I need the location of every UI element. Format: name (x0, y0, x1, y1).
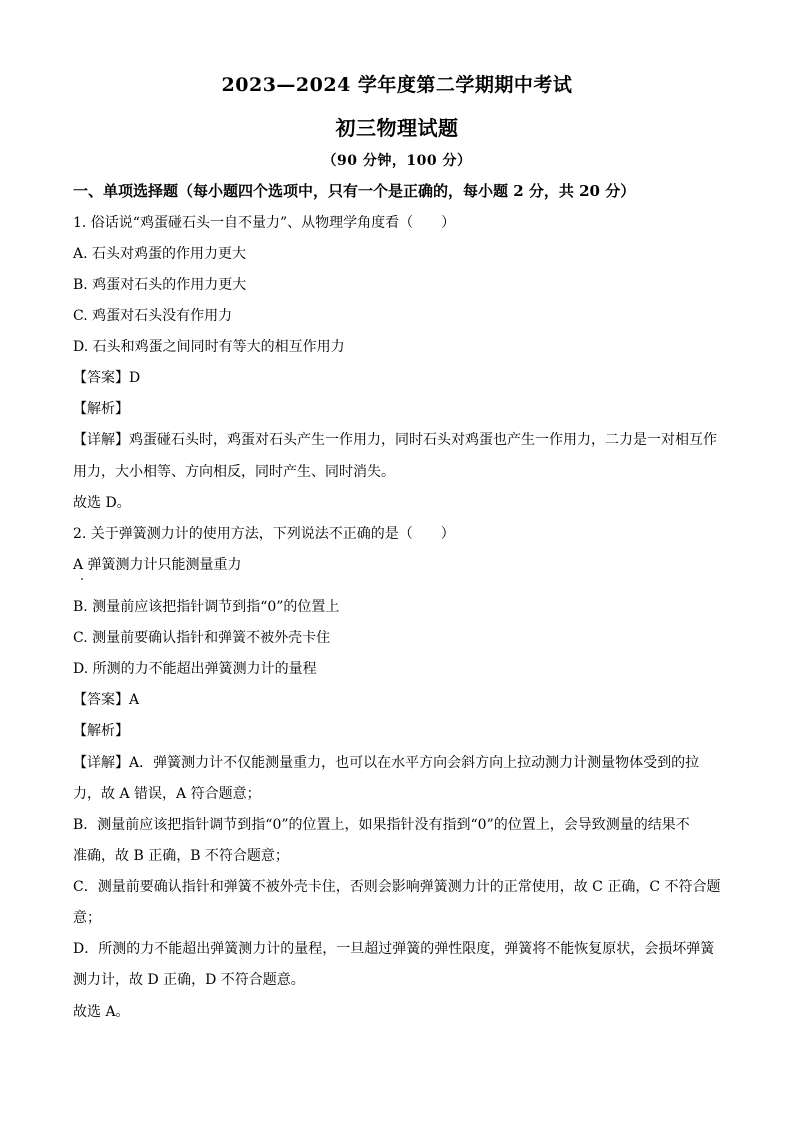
question-1-option-a: A. 石头对鸡蛋的作用力更大 (73, 246, 247, 262)
question-2-analysis-label: 【解析】 (73, 723, 129, 739)
section-heading: 一、单项选择题（每小题四个选项中，只有一个是正确的，每小题 2 分，共 20 分） (73, 182, 636, 200)
question-1-stem: 1. 俗话说“鸡蛋碰石头一自不量力”、从物理学角度看（ ） (73, 215, 456, 231)
question-1-conclusion: 故选 D。 (73, 495, 131, 511)
question-2-answer: 【答案】A (73, 692, 140, 708)
question-1-answer: 【答案】D (73, 370, 141, 386)
question-2-detail-line: D．所测的力不能超出弹簧测力计的量程，一旦超过弹簧的弹性限度，弹簧将不能恢复原状，会损坏弹簧 (73, 941, 715, 957)
question-2-detail-line: C．测量前要确认指针和弹簧不被外壳卡住，否则会影响弹簧测力计的正常使用，故 C 正确，C 不符合题 (73, 879, 721, 895)
question-1-option-b: B. 鸡蛋对石头的作用力更大 (73, 277, 247, 293)
exam-info: （90 分钟，100 分） (322, 153, 472, 169)
question-1-detail-line: 【详解】鸡蛋碰石头时，鸡蛋对石头产生一作用力，同时石头对鸡蛋也产生一作用力，二力是一对相互作 (73, 432, 717, 448)
question-2-detail-line: 力，故 A 错误，A 符合题意； (73, 786, 261, 802)
question-1-option-d: D. 石头和鸡蛋之间同时有等大的相互作用力 (73, 339, 345, 355)
question-2-conclusion: 故选 A。 (73, 1004, 130, 1020)
exam-title: 2023—2024 学年度第二学期期中考试 (221, 74, 573, 96)
question-2-option-a: A 弹簧测力计只能测量重力 (73, 557, 242, 573)
question-2-detail-line: 意； (73, 910, 101, 926)
question-1-option-c: C. 鸡蛋对石头没有作用力 (73, 308, 233, 324)
question-2-detail-line: 【详解】A．弹簧测力计不仅能测量重力，也可以在水平方向会斜方向上拉动测力计测量物体受到的拉 (73, 755, 700, 771)
question-2-option-c: C. 测量前要确认指针和弹簧不被外壳卡住 (73, 630, 331, 646)
question-2-stem: 2. 关于弹簧测力计的使用方法，下列说法不正确的是（ ） (73, 526, 455, 542)
stray-dot-mark (81, 578, 83, 580)
question-2-detail-line: B．测量前应该把指针调节到指“0”的位置上，如果指针没有指到“0”的位置上，会导致测量的结果不 (73, 817, 690, 833)
question-2-detail-line: 测力计，故 D 正确，D 不符合题意。 (73, 972, 305, 988)
question-1-analysis-label: 【解析】 (73, 401, 129, 417)
question-1-detail-line: 用力，大小相等、方向相反，同时产生、同时消失。 (73, 464, 395, 480)
question-2-option-b: B. 测量前应该把指针调节到指“0”的位置上 (73, 599, 340, 615)
exam-subtitle: 初三物理试题 (335, 116, 459, 140)
question-2-detail-line: 准确，故 B 正确，B 不符合题意； (73, 848, 289, 864)
question-2-option-d: D. 所测的力不能超出弹簧测力计的量程 (73, 661, 317, 677)
